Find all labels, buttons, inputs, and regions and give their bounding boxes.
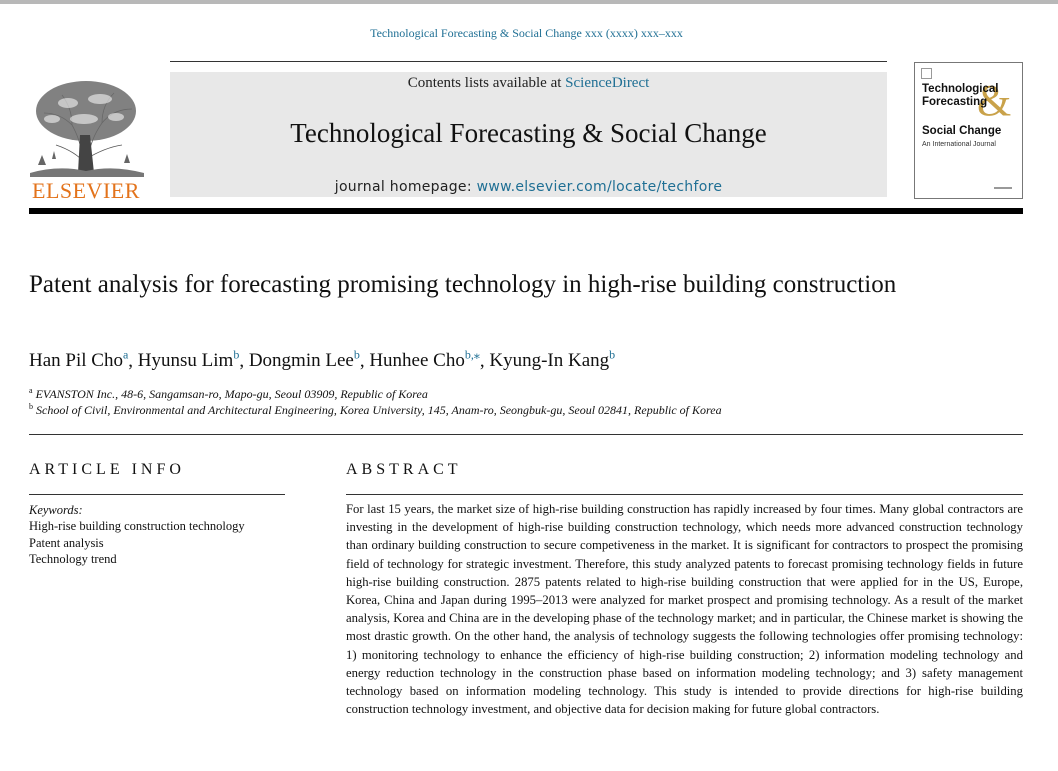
running-head[interactable]: Technological Forecasting & Social Change xxx (xxxx) xxx–xxx — [370, 26, 683, 40]
article-title: Patent analysis for forecasting promising technology in high-rise building construction — [29, 271, 897, 298]
keywords-label: Keywords: — [29, 503, 83, 517]
abstract-rule — [346, 494, 1023, 495]
author[interactable]: Hyunsu Lim$^b$ — [137, 348, 240, 372]
header-divider — [29, 208, 1023, 214]
journal-cover-thumbnail[interactable] — [914, 62, 1023, 199]
cover-ampersand: & — [977, 76, 1012, 125]
cover-subtitle: An International Journal — [922, 141, 996, 148]
affiliation-a: $^a$ EVANSTON Inc., 48-6, Sangamsan-ro, Mapo-gu, Seoul 03909, Republic of Korea — [29, 386, 428, 401]
contents-prefix: Contents lists available at — [407, 75, 566, 91]
article-info-heading: ARTICLE INFO — [29, 461, 185, 478]
author[interactable]: Han Pil Cho$^a$ — [29, 348, 129, 372]
keyword-item: Patent analysis — [29, 535, 104, 550]
contents-line — [170, 75, 887, 92]
keyword-item: Technology trend — [29, 552, 117, 567]
article-info-rule — [29, 494, 285, 495]
affiliation-b: $^b$ School of Civil, Environmental and Architectural Engineering, Korea University, 145, Anam-ro, Seongbuk-gu, Seoul 02841, Republic of Korea — [29, 402, 722, 417]
sciencedirect-link[interactable]: ScienceDirect — [565, 75, 650, 91]
abstract-heading: ABSTRACT — [346, 461, 462, 478]
journal-title: Technological Forecasting & Social Change — [290, 118, 767, 148]
masthead-top-rule — [170, 61, 887, 62]
section-divider — [29, 434, 1023, 435]
author[interactable]: Kyung-In Kang$^b$ — [489, 348, 616, 372]
homepage-prefix: journal homepage: — [334, 179, 477, 195]
author[interactable]: Dongmin Lee$^b$ — [248, 348, 360, 372]
top-border — [0, 0, 1058, 4]
keyword-item: High-rise building construction technology — [29, 519, 245, 533]
cover-title-3: Social Change — [922, 125, 1002, 137]
cover-title-1: Technological Forecasting — [922, 83, 999, 108]
journal-banner — [170, 72, 887, 197]
author[interactable]: Hunhee Cho$^{b,⁎}$ — [369, 348, 480, 372]
elsevier-wordmark: ELSEVIER — [32, 178, 140, 203]
homepage-link[interactable]: www.elsevier.com/locate/techfore — [476, 179, 723, 195]
abstract-text: For last 15 years, the market size of high-rise building construction has rapidly increased by four times. Many global contractors are investing in the development of high-rise building construction technology, which needs more advanced construction technology than ordinary building construction to secure competiveness in the market. It is significant for contractors to prospect the promising field of technology for strategic investment. Therefore, this study analyzed patents to forecast promising technology fields in future high-rise building construction. 2875 patents related to high-rise building construction that were applied for in the US, Europe, Korea, China and Japan during 1995–2013 were analyzed for market prospect and promising technology. As a result of the market analysis, Korea and China are in the developing phase of the technology market; and in particular, the Chinese market is showing the most drastic growth. On the other hand, the analysis of technology suggests the following technologies offer promising technology: 1) monitoring technology to enhance the efficiency of high-rise building construction; 2) information modeling technology and energy reduction technology in the construction phase based on information modeling technology; and 3) safety management technology based on information modeling technology. This study is intended to provide directions for high-rise building construction technology investment, and objective data for decision making for future global contractors. — [346, 502, 1023, 717]
keyword-list — [29, 518, 245, 568]
cover-logo-icon — [921, 68, 932, 79]
author-list: Han Pil Cho$^a$, Hyunsu Lim$^b$, Dongmin Lee$^b$, Hunhee Cho$^{b,⁎}$, Kyung-In Kang$^b$ — [29, 348, 616, 372]
cover-footer-mark — [994, 187, 1012, 189]
homepage-line — [170, 179, 887, 195]
